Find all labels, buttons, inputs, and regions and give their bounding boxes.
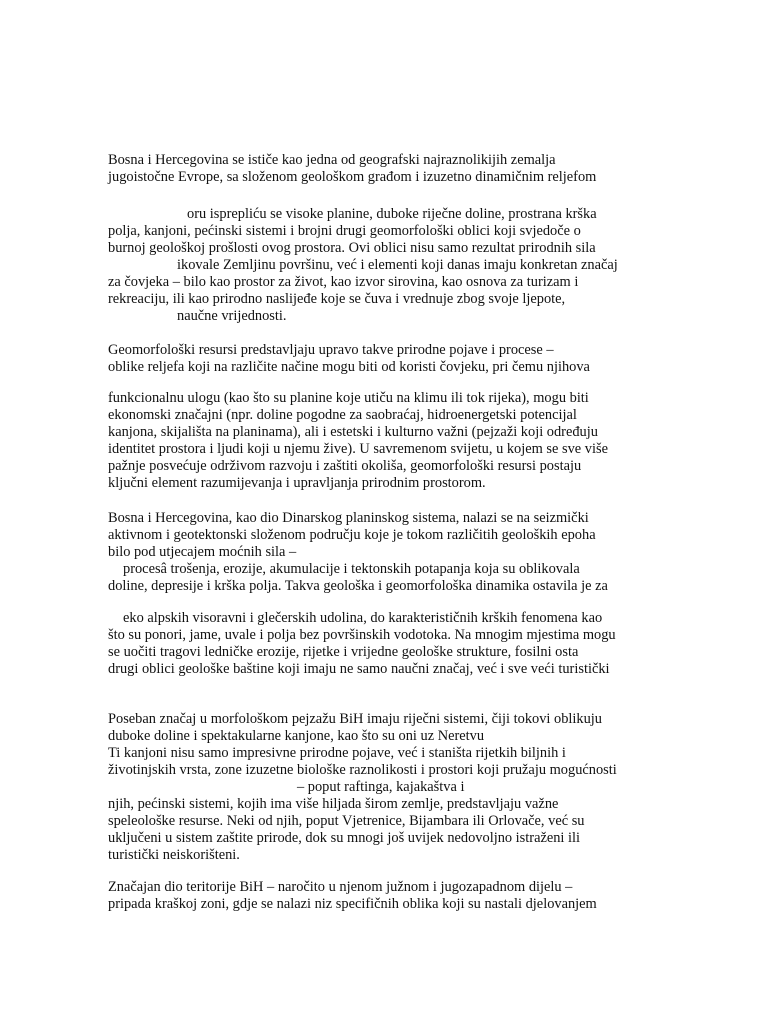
text-line: funkcionalnu ulogu (kao što su planine koje utiču na klimu ili tok rijeka), mogu biti xyxy=(108,390,589,406)
text-line: uključeni u sistem zaštite prirode, dok su mnogi još uvijek nedovoljno istraženi ili xyxy=(108,830,581,846)
text-line: eko alpskih visoravni i glečerskih udolina, do karakterističnih krških fenomena kao xyxy=(123,610,603,626)
text-line: burnoj geološkoj prošlosti ovog prostora. Ovi oblici nisu samo rezultat prirodnih sila xyxy=(108,240,596,256)
text-line: što su ponori, jame, uvale i polja bez površinskih vodotoka. Na mnogim mjestima mogu xyxy=(108,627,616,643)
text-line: jugoistočne Evrope, sa složenom geološkom građom i izuzetno dinamičnim reljefom xyxy=(108,169,597,185)
text-line: njih, pećinski sistemi, kojih ima više hiljada širom zemlje, predstavljaju važne xyxy=(108,796,559,812)
text-line: kanjona, skijališta na planinama), ali i estetski i kulturno važni (pejzaži koji određuju xyxy=(108,424,598,440)
text-line: životinjskih vrsta, zone izuzetne biološke raznolikosti i prostori koji pružaju mogućnosti xyxy=(108,762,617,778)
text-line: se uočiti tragovi ledničke erozije, rijetke i vrijedne geološke strukture, fosilni osta xyxy=(108,644,579,660)
text-line: doline, depresije i krška polja. Takva geološka i geomorfološka dinamika ostavila je za xyxy=(108,578,608,594)
text-line: naučne vrijednosti. xyxy=(177,308,287,324)
text-line: aktivnom i geotektonski složenom području koje je tokom različitih geoloških epoha xyxy=(108,527,596,543)
text-line: oblike reljefa koji na različite načine mogu biti od koristi čovjeku, pri čemu njihova xyxy=(108,359,590,375)
text-line: ikovale Zemljinu površinu, već i elementi koji danas imaju konkretan značaj xyxy=(177,257,618,273)
text-line: Poseban značaj u morfološkom pejzažu BiH imaju riječni sistemi, čiji tokovi oblikuju xyxy=(108,711,602,727)
text-line: pripada kraškoj zoni, gdje se nalazi niz specifičnih oblika koji su nastali djelovanjem xyxy=(108,896,597,912)
text-line: speleološke resurse. Neki od njih, poput Vjetrenice, Bijambara ili Orlovače, već su xyxy=(108,813,585,829)
text-line: Ti kanjoni nisu samo impresivne prirodne pojave, već i staništa rijetkih biljnih i xyxy=(108,745,566,761)
text-line: ekonomski značajni (npr. doline pogodne za saobraćaj, hidroenergetski potencijal xyxy=(108,407,577,423)
text-line: oru isprepliću se visoke planine, duboke riječne doline, prostrana krška xyxy=(187,206,597,222)
text-line: drugi oblici geološke baštine koji imaju ne samo naučni značaj, već i sve veći turistički xyxy=(108,661,610,677)
text-line: turistički neiskorišteni. xyxy=(108,847,240,863)
text-line: ključni element razumijevanja i upravljanja prirodnim prostorom. xyxy=(108,475,486,491)
text-line: rekreaciju, ili kao prirodno naslijeđe koje se čuva i vrednuje zbog svoje ljepote, xyxy=(108,291,566,307)
text-line: pažnje posvećuje održivom razvoju i zaštiti okoliša, geomorfološki resursi postaju xyxy=(108,458,582,474)
text-line: duboke doline i spektakularne kanjone, kao što su oni uz Neretvu xyxy=(108,728,485,744)
text-line: Značajan dio teritorije BiH – naročito u njenom južnom i jugozapadnom dijelu – xyxy=(108,879,573,895)
text-line: procesâ trošenja, erozije, akumulacije i tektonskih potapanja koja su oblikovala xyxy=(123,561,580,577)
text-line: za čovjeka – bilo kao prostor za život, kao izvor sirovina, kao osnova za turizam i xyxy=(108,274,579,290)
text-line: Bosna i Hercegovina se ističe kao jedna od geografski najraznolikijih zemalja xyxy=(108,152,556,168)
text-line: Geomorfološki resursi predstavljaju upravo takve prirodne pojave i procese – xyxy=(108,342,554,358)
text-line: identitet prostora i ljudi koji u njemu žive). U savremenom svijetu, u kojem se sve više xyxy=(108,441,608,457)
text-line: polja, kanjoni, pećinski sistemi i brojni drugi geomorfološki oblici koji svjedoče o xyxy=(108,223,581,239)
text-line: Bosna i Hercegovina, kao dio Dinarskog planinskog sistema, nalazi se na seizmički xyxy=(108,510,589,526)
text-line: bilo pod utjecajem moćnih sila – xyxy=(108,544,297,560)
text-line: – poput raftinga, kajakaštva i xyxy=(297,779,465,795)
